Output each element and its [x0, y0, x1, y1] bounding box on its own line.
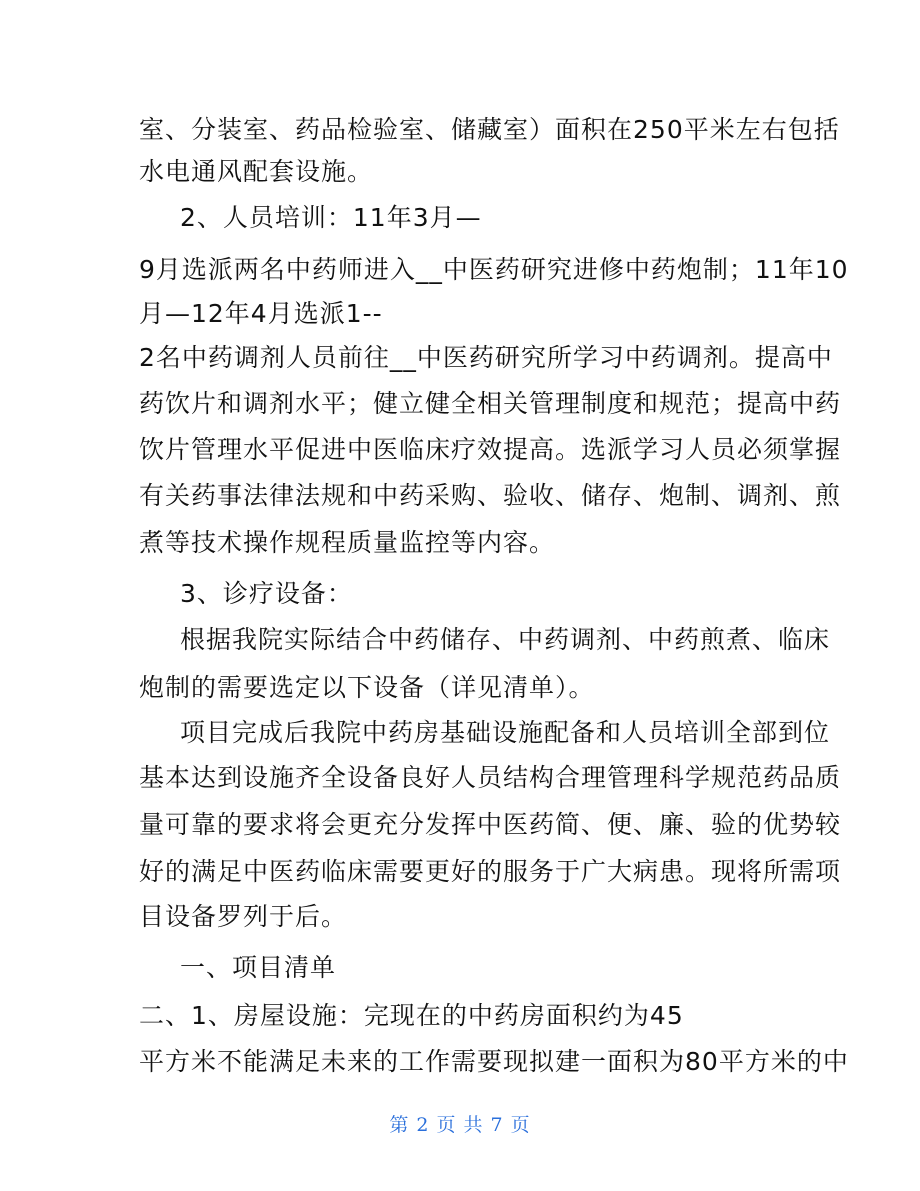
text-line: 量可靠的要求将会更充分发挥中医药简、便、廉、验的优势较	[139, 810, 842, 839]
text-line: 水电通风配套设施。	[139, 157, 374, 186]
page-number: 第 2 页 共 7 页	[389, 1114, 531, 1136]
text-line: 2、人员培训：11年3月—	[180, 203, 482, 232]
text-line: 基本达到设施齐全设备良好人员结构合理管理科学规范药品质	[139, 763, 842, 792]
text-line: 月—12年4月选派1--	[139, 299, 383, 328]
text-line: 一、项目清单	[180, 953, 337, 982]
text-line: 煮等技术操作规程质量监控等内容。	[139, 528, 556, 557]
text-line: 平方米不能满足未来的工作需要现拟建一面积为80平方米的中	[139, 1047, 849, 1076]
text-line: 药饮片和调剂水平；健立健全相关管理制度和规范；提高中药	[139, 389, 842, 418]
text-line: 室、分装室、药品检验室、储藏室）面积在250平米左右包括	[139, 115, 840, 144]
text-line: 9月选派两名中药师进入__中医药研究进修中药炮制；11年10	[139, 255, 849, 284]
text-line: 有关药事法律法规和中药采购、验收、储存、炮制、调剂、煎	[139, 481, 842, 510]
text-line: 炮制的需要选定以下设备（详见清单）。	[139, 673, 595, 702]
text-line: 目设备罗列于后。	[139, 902, 348, 931]
text-line: 项目完成后我院中药房基础设施配备和人员培训全部到位	[180, 718, 831, 747]
text-line: 好的满足中医药临床需要更好的服务于广大病患。现将所需项	[139, 857, 842, 886]
text-line: 饮片管理水平促进中医临床疗效提高。选派学习人员必须掌握	[139, 435, 842, 464]
text-line: 2名中药调剂人员前往__中医药研究所学习中药调剂。提高中	[139, 343, 833, 372]
text-line: 二、1、房屋设施：完现在的中药房面积约为45	[139, 1001, 684, 1030]
text-line: 3、诊疗设备：	[180, 579, 353, 608]
text-line: 根据我院实际结合中药储存、中药调剂、中药煎煮、临床	[180, 625, 831, 654]
